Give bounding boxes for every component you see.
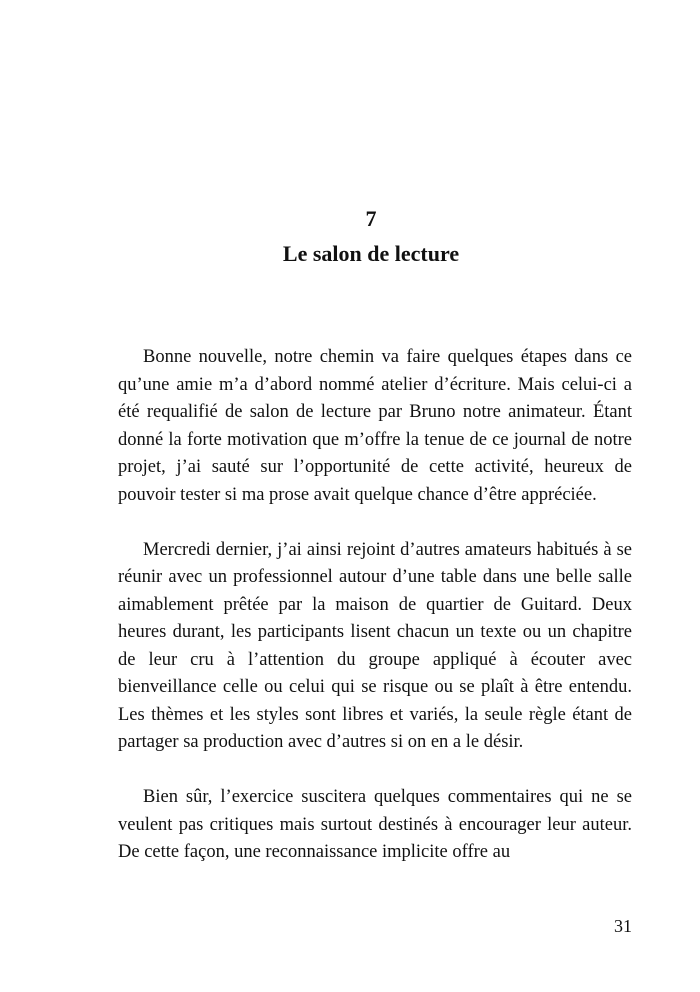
page-number: 31: [614, 916, 632, 936]
paragraph: Bonne nouvelle, notre chemin va faire quelques étapes dans ce qu’une amie m’a d’abord nommé atelier d’écriture. Mais celui-ci a été requalifié de salon de lecture par Bruno notre animateur. Étant donné la forte motivation que m’offre la tenue de ce journal de notre projet, j’ai sauté sur l’opportunité de cette activité, heureux de pouvoir tester si ma prose avait quelque chance d’être appréciée.: [118, 347, 632, 505]
paragraph: Mercredi dernier, j’ai ainsi rejoint d’autres amateurs habitués à se réunir avec un professionnel autour d’une table dans une belle salle aimablement prêtée par la maison de quartier de Guitard. Deux heures durant, les participants lisent chacun un texte ou un chapitre de leur cru à l’attention du groupe appliqué à écouter avec bienveillance celle ou celui qui se risque ou se plaît à être entendu. Les thèmes et les styles sont libres et variés, la seule règle étant de partager sa production avec d’autres si on en a le désir.: [118, 539, 632, 752]
body-text: [118, 344, 632, 894]
paragraph: Bien sûr, l’exercice suscitera quelques commentaires qui ne se veulent pas critiques mais surtout destinés à encourager leur auteur. De cette façon, une reconnaissance implicite offre au: [118, 787, 632, 862]
chapter-title: Le salon de lecture: [282, 241, 460, 266]
chapter-number: 7: [365, 206, 377, 231]
